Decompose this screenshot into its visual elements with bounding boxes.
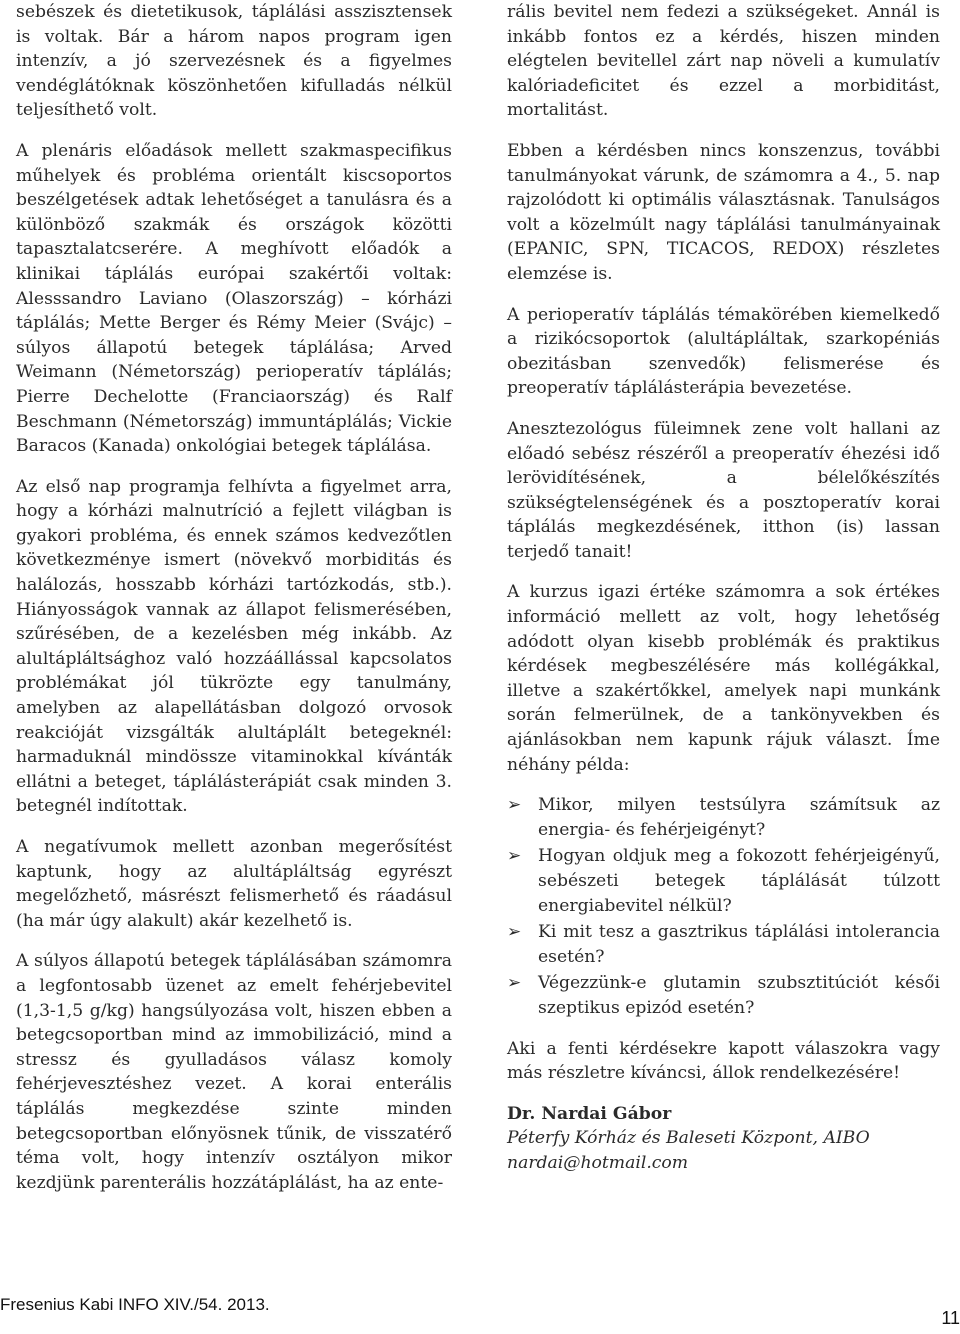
paragraph-course-value: A kurzus igazi értéke számomra a sok értékes információ mellett az volt, hogy lehetőség adódott olyan kisebb problémák és praktikus kérdések megbeszélésére más kollégákkal, illetve a szakértőkkel, amelyek napi munkánk során felmerülnek, de a tankönyvekben és ajánlásokban nem kapunk rájuk választ. Íme néhány példa:	[507, 582, 940, 775]
left-column	[16, 0, 452, 1211]
paragraph-anesthesiologist: Anesztezológus füleimnek zene volt hallani az előadó sebész részéről a preoperatív éhezési idő lerövidítésének, a bélelőkészítés szükségtelenségének és a posztoperatív korai táplálás megkezdésének, itthon (is) lassan terjedő tanait!	[507, 418, 940, 562]
paragraph-consensus: Ebben a kérdésben nincs konszenzus, további tanulmányokat várunk, de számomra a 4., 5. nap rajzolódott ki optimális választásnak. Tanulságos volt a közelmúlt nagy táplálási tanulmányainak (EPANIC, SPN, TICACOS, REDOX) részletes elemzése is.	[507, 140, 940, 284]
list-item	[507, 844, 940, 918]
question-text: Végezzünk-e glutamin szubsztitúciót késői szeptikus epizód esetén?	[538, 973, 940, 1018]
list-item	[507, 793, 940, 842]
arrow-bullet-icon: ➢	[507, 846, 522, 867]
paragraph-enteral-continued: rális bevitel nem fedezi a szükségeket. Annál is inkább fontos ez a kérdés, hiszen minden elégtelen bevitellel zárt nap növeli a kumulatív kalóriadeficitet és ezzel a morbiditást, mortalitást.	[507, 2, 940, 121]
paragraph-plenary-speakers: A plenáris előadások mellett szakmaspecifikus műhelyek és probléma orientált kiscsoportos beszélgetések adtak lehetőséget a tanulásra és a különböző szakmák és országok közötti tapasztalatcserére. A meghívott előadók a klinikai táplálás európai szakértői voltak: Alesssandro Laviano (Olaszország) – kórházi táplálás; Mette Berger és Rémy Meier (Svájc) – súlyos állapotú betegek táplálása; Arved Weimann (Németország) perioperatív táplálás; Pierre Dechelotte (Franciaország) és Ralf Beschmann (Németország) immuntáplálás; Vickie Baracos (Kanada) onkológiai betegek táplálása.	[16, 140, 452, 457]
signature-block	[507, 1102, 940, 1176]
author-email: nardai@hotmail.com	[507, 1152, 689, 1173]
question-text: Mikor, milyen testsúlyra számítsuk az energia- és fehérjeigényt?	[538, 795, 940, 840]
arrow-bullet-icon: ➢	[507, 922, 522, 943]
list-item	[507, 920, 940, 969]
arrow-bullet-icon: ➢	[507, 795, 522, 816]
paragraph-closing: Aki a fenti kérdésekre kapott válaszokra vagy más részletre kíváncsi, állok rendelkezésére!	[507, 1038, 940, 1084]
page-number: 11	[941, 1308, 960, 1328]
paragraph-perioperative: A perioperatív táplálás témakörében kiemelkedő a rizikócsoportok (alultápláltak, szarkopéniás obezitásban szenvedők) felismerése és preoperatív táplálásterápia bevezetése.	[507, 304, 940, 399]
publication-footer: Fresenius Kabi INFO XIV./54. 2013.	[0, 1295, 270, 1314]
paragraph-first-day: Az első nap programja felhívta a figyelmet arra, hogy a kórházi malnutríció a fejlett világban is gyakori probléma, és ennek számos kedvezőtlen következménye ismert (növekvő morbiditás és halálozás, hosszabb kórházi tartózkodás, stb.). Hiányosságok vannak az állapot felismerésében, szűrésében, de a kezelésben még inkább. Az alultápláltsághoz való hozzáállással kapcsolatos problémákat jól tükrözte egy tanulmány, amelyben az alapellátásban dolgozó orvosok reakcióját vizsgálták alultáplált betegeknél: harmaduknál mindössze vitaminokkal kívánták ellátni a beteget, táplálásterápiát csak minden 3. betegnél indítottak.	[16, 476, 452, 817]
list-item	[507, 971, 940, 1020]
author-affiliation: Péterfy Kórház és Baleseti Központ, AIBO	[507, 1128, 870, 1149]
question-list	[507, 793, 940, 1020]
paragraph-critical-patients: A súlyos állapotú betegek táplálásában számomra a legfontosabb üzenet az emelt fehérjebevitel (1,3-1,5 g/kg) hangsúlyozása volt, hiszen ebben a betegcsoportban mind az immobilizáció, mind a stressz és gyulladásos válasz komoly fehérjevesztéshez vezet. A korai enterális táplálás megkezdése szinte minden betegcsoportban előnyösnek tűnik, de visszatérő téma volt, hogy intenzív osztályon mikor kezdjünk parenterális hozzátáplálást, ha az ente-	[16, 951, 452, 1193]
arrow-bullet-icon: ➢	[507, 973, 522, 994]
paragraph-intro-continued: sebészek és dietetikusok, táplálási asszisztensek is voltak. Bár a három napos program igen intenzív, a jó szervezésnek és a figyelmes vendéglátóknak köszönhetően kifulladás nélkül teljesíthető volt.	[16, 2, 452, 121]
right-column	[507, 0, 940, 1176]
paragraph-negatives: A negatívumok mellett azonban megerősítést kaptunk, hogy az alultápláltság egyrészt megelőzhető, másrészt felismerhető és ráadásul (ha már úgy alakult) akár kezelhető is.	[16, 837, 452, 931]
question-text: Ki mit tesz a gasztrikus táplálási intolerancia esetén?	[538, 922, 940, 967]
author-name: Dr. Nardai Gábor	[507, 1103, 672, 1124]
question-text: Hogyan oldjuk meg a fokozott fehérjeigényű, sebészeti betegek táplálását túlzott energiabevitel nélkül?	[538, 846, 940, 916]
